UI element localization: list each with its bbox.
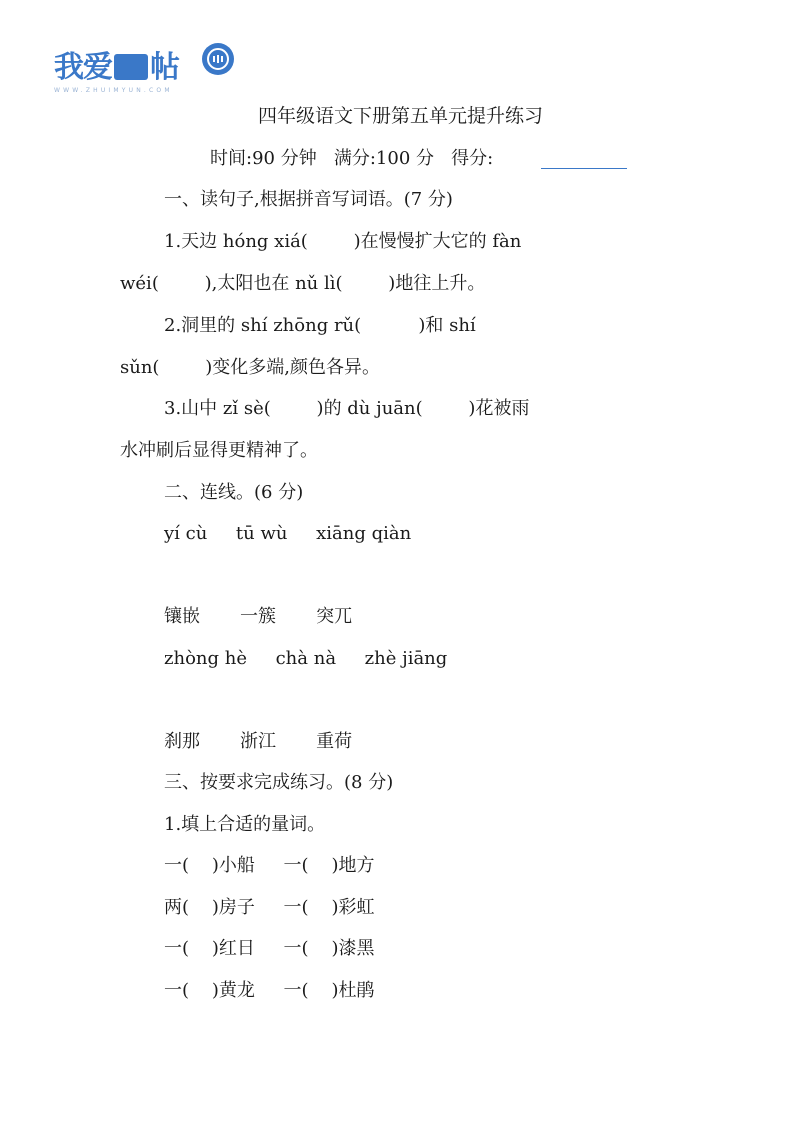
- chat-bubble-icon: [202, 43, 234, 75]
- measure-word-row: 一( )黄龙 一( )杜鹃: [164, 980, 375, 1001]
- logo: [54, 38, 222, 98]
- measure-word-row: 一( )红日 一( )漆黑: [164, 938, 375, 959]
- exam-info: 时间:90 分钟 满分:100 分 得分:: [210, 148, 494, 169]
- pinyin-row-1: yí cù tū wù xiāng qiàn: [164, 523, 412, 544]
- page-title: 四年级语文下册第五单元提升练习: [258, 105, 544, 127]
- question-3-line-2: 水冲刷后显得更精神了。: [120, 440, 318, 461]
- question-1-line-2: wéi( ),太阳也在 nǔ lì( )地往上升。: [120, 273, 486, 294]
- exercise-1-heading: 1.填上合适的量词。: [164, 814, 326, 835]
- logo-url: WWW.ZHUIMYUN.COM: [54, 87, 173, 94]
- measure-word-row: 一( )小船 一( )地方: [164, 855, 375, 876]
- question-2-line-1: 2.洞里的 shí zhōng rǔ( )和 shí: [164, 315, 476, 336]
- section-3-heading: 三、按要求完成练习。(8 分): [164, 772, 394, 793]
- words-row-1: 镶嵌 一簇 突兀: [164, 606, 353, 627]
- section-1-heading: 一、读句子,根据拼音写词语。(7 分): [164, 189, 453, 210]
- section-2-heading: 二、连线。(6 分): [164, 482, 304, 503]
- logo-text: [54, 42, 179, 86]
- pinyin-row-2: zhòng hè chà nà zhè jiāng: [164, 648, 448, 669]
- logo-char-box: [114, 54, 148, 80]
- logo-text-part1: 我爱: [54, 50, 112, 85]
- logo-text-part2: 帖: [150, 50, 179, 85]
- question-1-line-1: 1.天边 hóng xiá( )在慢慢扩大它的 fàn: [164, 231, 522, 252]
- question-3-line-1: 3.山中 zǐ sè( )的 dù juān( )花被雨: [164, 398, 530, 419]
- measure-word-row: 两( )房子 一( )彩虹: [164, 897, 375, 918]
- question-2-line-2: sǔn( )变化多端,颜色各异。: [120, 357, 380, 378]
- words-row-2: 刹那 浙江 重荷: [164, 731, 353, 752]
- score-blank: [541, 168, 627, 169]
